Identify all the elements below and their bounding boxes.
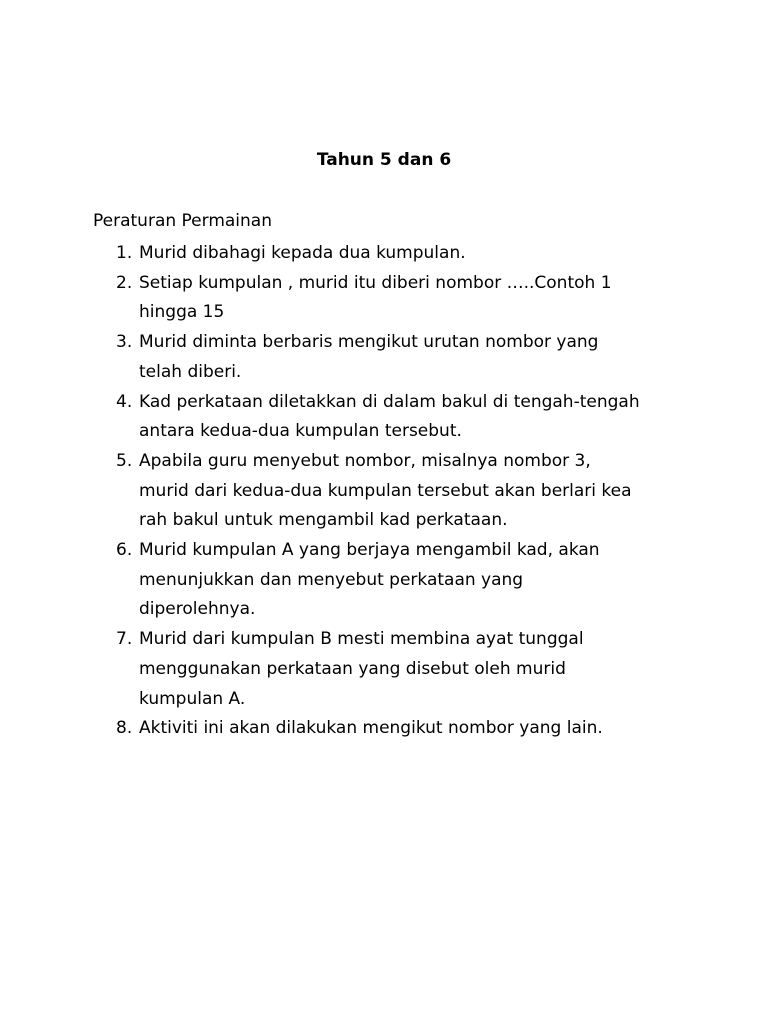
- list-item-number: 5.: [116, 450, 133, 471]
- list-item: [116, 328, 699, 387]
- list-item: [116, 625, 699, 714]
- section-heading: Peraturan Permainan: [93, 211, 272, 231]
- list-item-number: 4.: [116, 391, 133, 412]
- rules-list: [116, 239, 699, 744]
- list-item-number: 3.: [116, 332, 133, 353]
- list-item-text: Setiap kumpulan , murid itu diberi nombor …..Contoh 1 hingga 15: [139, 272, 612, 323]
- list-item: [116, 269, 699, 328]
- list-item-number: 6.: [116, 540, 133, 561]
- list-item: [116, 714, 699, 744]
- list-item-number: 8.: [116, 718, 133, 739]
- list-item-text: Murid kumpulan A yang berjaya mengambil kad, akan menunjukkan dan menyebut perkataan yang diperolehnya.: [139, 540, 600, 620]
- list-item-text: Murid diminta berbaris mengikut urutan nombor yang telah diberi.: [139, 332, 599, 382]
- list-item: [116, 388, 699, 447]
- list-item-text: Murid dari kumpulan B mesti membina ayat tunggal menggunakan perkataan yang disebut oleh murid kumpulan A.: [139, 629, 584, 709]
- list-item: [116, 536, 699, 625]
- list-item-text: Kad perkataan diletakkan di dalam bakul di tengah-tengah antara kedua-dua kumpulan tersebut.: [139, 391, 640, 442]
- list-item-text: Apabila guru menyebut nombor, misalnya nombor 3, murid dari kedua-dua kumpulan tersebut akan berlari kea rah bakul untuk mengambil kad perkataan.: [139, 450, 632, 531]
- list-item: [116, 239, 699, 269]
- list-item: [116, 447, 699, 536]
- list-item-text: Aktiviti ini akan dilakukan mengikut nombor yang lain.: [139, 718, 603, 739]
- list-item-number: 1.: [116, 243, 133, 263]
- list-item-number: 7.: [116, 629, 133, 650]
- list-item-number: 2.: [116, 272, 133, 293]
- list-item-text: Murid dibahagi kepada dua kumpulan.: [139, 243, 466, 263]
- document-title: Tahun 5 dan 6: [316, 150, 452, 170]
